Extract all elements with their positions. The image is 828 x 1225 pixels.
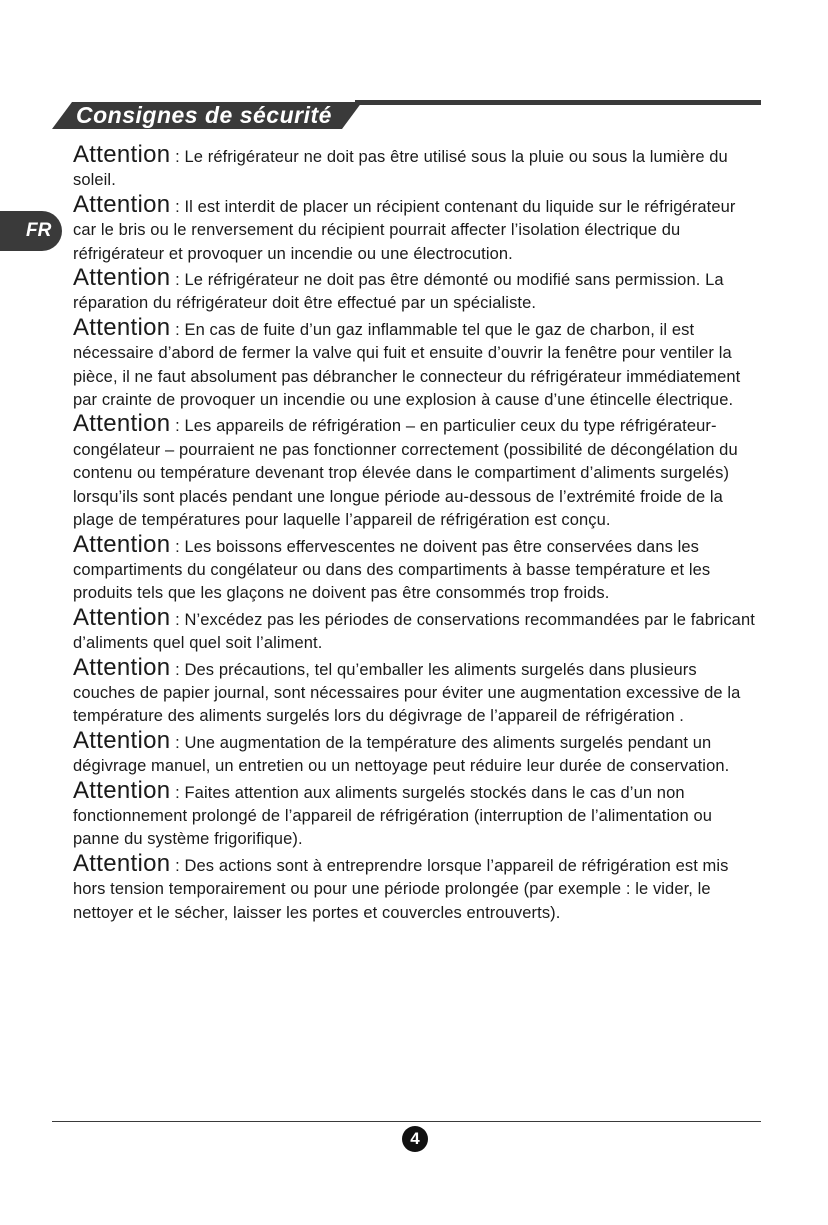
attention-keyword: Attention <box>73 776 171 804</box>
safety-paragraph <box>73 143 763 193</box>
language-tab: FR <box>0 211 62 251</box>
attention-keyword: Attention <box>73 410 171 438</box>
attention-keyword: Attention <box>73 313 171 341</box>
paragraph-text: : Des actions sont à entreprendre lorsque l’appareil de réfrigération est mis hors tension temporairement ou pour une période prolongée (par exemple : le vider, le nettoyer et le sécher, laisser les portes et couvercles entrouverts). <box>73 856 729 922</box>
safety-paragraph <box>73 530 763 606</box>
safety-paragraph <box>73 266 763 316</box>
paragraph-text: : Une augmentation de la température des aliments surgelés pendant un dégivrage manuel, un entretien ou un nettoyage peut réduire leur durée de conservation. <box>73 733 730 776</box>
paragraph-text: : En cas de fuite d’un gaz inflammable tel que le gaz de charbon, il est nécessaire d’abord de fermer la valve qui fuit et ensuite d’ouvrir la fenêtre pour ventiler la pièce, il ne faut absolument pas débrancher le connecteur du réfrigérateur immédiatement par crainte de provoquer un incendie ou une explosion à cause d’une étincelle électrique. <box>73 320 741 410</box>
footer-rule <box>52 1121 761 1122</box>
safety-paragraph <box>73 313 763 413</box>
safety-paragraph <box>73 190 763 266</box>
page-title: Consignes de sécurité <box>76 102 332 128</box>
safety-paragraph <box>73 726 763 779</box>
paragraph-text: : Faites attention aux aliments surgelés stockés dans le cas d’un non fonctionnement prolongé de l’appareil de réfrigération (interruption de l’alimentation ou panne du système frigorifique). <box>73 783 713 849</box>
attention-keyword: Attention <box>73 653 171 681</box>
paragraph-text: : Il est interdit de placer un récipient contenant du liquide sur le réfrigérateur car le bris ou le renversement du récipient pourrait affecter l’isolation électrique du réfrigérateur et provoquer un incendie ou une électrocution. <box>73 197 736 263</box>
paragraph-text: : Les appareils de réfrigération – en particulier ceux du type réfrigérateur-congélateur – pourraient ne pas fonctionner correctement (possibilité de décongélation du contenu ou température devenant trop élevée dans le compartiment d’aliments surgelés) lorsqu’ils sont placés pendant une longue période au-dessous de l’extrémité froide de la plage de températures pour laquelle l’appareil de réfrigération est conçu. <box>73 417 738 530</box>
safety-paragraph <box>73 849 763 925</box>
safety-paragraph <box>73 776 763 852</box>
attention-keyword: Attention <box>73 264 171 292</box>
paragraph-text: : Des précautions, tel qu’emballer les aliments surgelés dans plusieurs couches de papier journal, sont nécessaires pour éviter une augmentation excessive de la température des aliments surgelés lors du dégivrage de l’appareil de réfrigération . <box>73 660 741 726</box>
attention-keyword: Attention <box>73 190 171 218</box>
paragraph-text: : Les boissons effervescentes ne doivent pas être conservées dans les compartiments du congélateur ou dans des compartiments à basse température et les produits tels que les glaçons ne doivent pas être consommés trop froids. <box>73 537 711 603</box>
attention-keyword: Attention <box>73 530 171 558</box>
paragraph-text: : Le réfrigérateur ne doit pas être utilisé sous la pluie ou sous la lumière du soleil. <box>73 148 728 190</box>
attention-keyword: Attention <box>73 726 171 754</box>
attention-keyword: Attention <box>73 603 171 631</box>
attention-keyword: Attention <box>73 849 171 877</box>
safety-paragraph <box>73 412 763 532</box>
safety-paragraph <box>73 653 763 729</box>
safety-instructions <box>73 143 763 925</box>
paragraph-text: : Le réfrigérateur ne doit pas être démonté ou modifié sans permission. La réparation du réfrigérateur doit être effectué par un spécialiste. <box>73 271 724 313</box>
header-rule <box>355 100 761 105</box>
attention-keyword: Attention <box>73 141 171 168</box>
safety-paragraph <box>73 603 763 656</box>
paragraph-text: : N’excédez pas les périodes de conservations recommandées par le fabricant d’aliments quel quel soit l’aliment. <box>73 610 755 653</box>
page-number: 4 <box>402 1126 428 1152</box>
